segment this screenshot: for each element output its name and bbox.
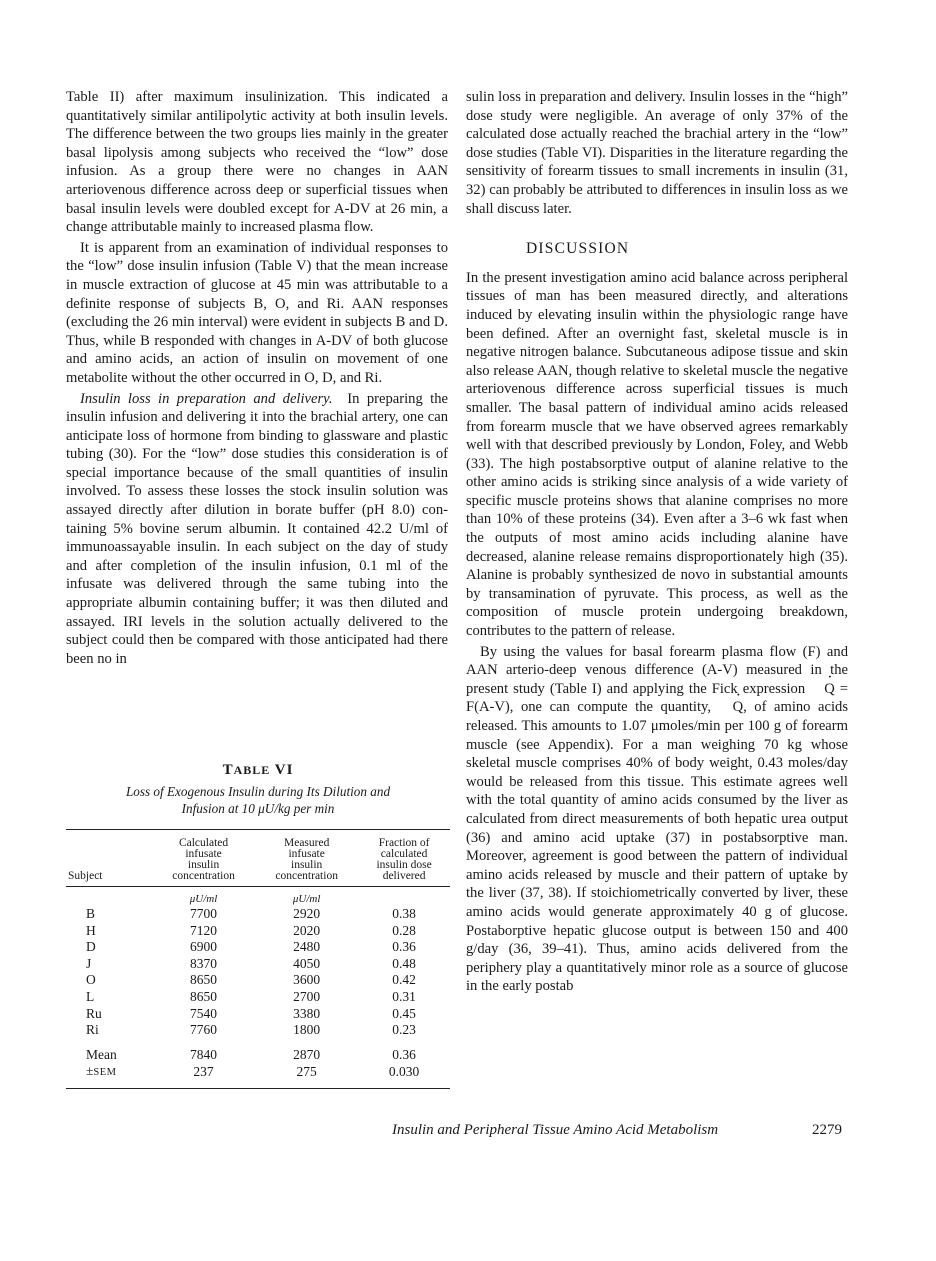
paragraph: sulin loss in preparation and delivery. Insulin losses in the “high” dose study were negligible. An average of only 37% of the calculated dose actually reached the brachial artery in the “low” dose studies (Table VI). Disparities in the literature regarding the sensitivity of forearm tissues to small increments in insulin (31, 32) can probably be attributed to differences in insulin loss as we shall discuss later. bbox=[466, 89, 848, 217]
units-calculated: μU/ml bbox=[189, 893, 218, 905]
units-measured: μU/ml bbox=[292, 893, 321, 905]
data-table bbox=[66, 829, 450, 1089]
spacer-row bbox=[66, 1039, 450, 1047]
paragraph-text: In preparing the insulin infusion and delivering it into the brachial artery, one can anticipate loss of hormone from binding to glassware and plastic tubing (30). For the “low” dose studies this consideration is of special importance because of the small quantities of insulin involved. To assess these losses the stock insulin solution was assayed directly after dilution in borate buffer (pH 8.0) containing 5% bovine serum albumin. It contained 42.2 U/ml of immunoassayable insulin. In each subject on the day of study and after completion of the insulin infusion, 0.1 ml of the infusate was delivered through the same tubing into the appropriate albumin containing buffer; it was then diluted and assayed. IRI levels in the solution actually delivered to the subject could then be compared with those anticipated had there been no in bbox=[66, 390, 448, 667]
table-row: H 7120 2020 0.28 bbox=[86, 922, 416, 938]
runin-heading: Insulin loss in preparation and delivery. bbox=[80, 390, 333, 407]
table-row: D 6900 2480 0.36 bbox=[86, 939, 416, 955]
q-dot-symbol: · Q bbox=[810, 680, 835, 699]
left-column bbox=[66, 88, 448, 668]
q-dot-symbol: · Q bbox=[719, 698, 744, 717]
paragraph-insulin-loss bbox=[66, 390, 448, 669]
table-row: Ru 7540 3380 0.45 bbox=[86, 1005, 416, 1021]
units-row bbox=[66, 887, 450, 907]
summary-row-sem: ±SEM 237 275 0.030 bbox=[66, 1063, 450, 1088]
right-column bbox=[466, 88, 848, 996]
table-row: L 8650 2700 0.31 bbox=[86, 988, 416, 1004]
paragraph: It is apparent from an examination of individual responses to the “low” dose insulin infusion (Table V) that the mean increase in muscle extraction of glucose at 45 min was attributable to a definite response of subjects B, O, and Ri. AAN responses (excluding the 26 min interval) were evident in subjects B and D. Thus, while B responded with changes in A-DV of both glucose and amino acids, an action of insulin on movement of one metabolite without the other occurred in O, D, and Ri. bbox=[66, 239, 448, 386]
paragraph: Table II) after maximum insulinization. This indicated a quantitatively similar antilipolytic activity at both insulin levels. The difference between the two groups lies mainly in the greater basal lipolysis among subjects who received the “low” dose infusion. As a group there were no changes in AAN arteriovenous difference across deep or superficial tissues when basal insulin levels were doubled except for A-DV at 26 min, a change attributable mainly to increased plasma flow. bbox=[66, 89, 448, 236]
summary-row-mean: Mean 7840 2870 0.36 bbox=[86, 1046, 416, 1062]
table-label: TABLE VI bbox=[222, 762, 294, 778]
header-fraction: Fraction of calculated insulin dose delivered bbox=[358, 830, 450, 887]
table-row: J 8370 4050 0.48 bbox=[86, 955, 416, 971]
table-header-row bbox=[66, 830, 450, 887]
header-calculated: Calculated infusate insulin concentration bbox=[152, 830, 255, 887]
table-vi bbox=[66, 762, 450, 1089]
header-measured: Measured infusate insulin concentration bbox=[255, 830, 358, 887]
running-title: Insulin and Peripheral Tissue Amino Acid Metabolism bbox=[392, 1122, 719, 1138]
table-caption: Loss of Exogenous Insulin during Its Dilution and Infusion at 10 μU/kg per min bbox=[125, 784, 391, 816]
page-number: 2279 bbox=[812, 1122, 842, 1138]
paragraph: In the present investigation amino acid balance across peripheral tissues of man has been measured directly, and alterations induced by elevating insulin within the physiologic range have been defined. After an overnight fast, skeletal muscle is in negative nitrogen balance. Subcutaneous adipose tissue and skin also release AAN, though relative to skeletal muscle the negative arteriovenous difference across superficial tissues is much smaller. The basal pattern of individual amino acids released from forearm muscle that we have observed agrees remarkably well with that described previously by London, Foley, and Webb (33). The high postabsorptive output of alanine relative to the other amino acids is striking since analysis of a wide variety of specific muscle proteins shows that alanine comprises no more than 10% of these proteins (34). Even after a 3–6 wk fast when the outputs of most amino acids including alanine have decreased, alanine release remains disproportionately high (35). Alanine is probably synthesized de novo in substantial amounts by transamination of pyruvate. This process, as well as the composition of muscle protein undergoing breakdown, contributes to the pattern of release. bbox=[466, 269, 848, 640]
table-row: B 7700 2920 0.38 bbox=[86, 906, 416, 921]
section-heading-discussion: DISCUSSION bbox=[526, 240, 630, 258]
paragraph-fick: By using the values for basal forearm plasma flow (F) and AAN arterio-deep venous difference (A-V) measured in the present study (Table I) and applying the Fick expression · Q = F(A-V), one can compute the quantity, · Q, of amino acids released. This amounts to 1.07 μmoles/min per 100 g of forearm muscle (see Appendix). For a man weighing 70 kg whose skeletal muscle comprises 40% of body weight, 0.43 moles/day would be released from this tissue. This estimate agrees well with the total quantity of amino acids consumed by the liver as calculated from direct measurements of both hepatic urea output (36) and amino acid uptake (37) in postabsorptive man. Moreover, agreement is good between the pattern of individual amino acids released by muscle and their pattern of uptake by the liver (37, 38). If stoichiometrically converted by liver, these amino acids would generate approximately 40 g of glucose. Postaborptive hepatic glucose output is between 150 and 400 g/day (36, 39–41). Thus, amino acids delivered from the periphery play a quantitatively minor role as a source of glucose in the early postab bbox=[466, 643, 848, 996]
table-row: Ri 7760 1800 0.23 bbox=[86, 1022, 416, 1038]
page-footer bbox=[392, 1122, 842, 1139]
header-subject: Subject bbox=[66, 830, 152, 887]
table-row: O 8650 3600 0.42 bbox=[86, 972, 416, 988]
